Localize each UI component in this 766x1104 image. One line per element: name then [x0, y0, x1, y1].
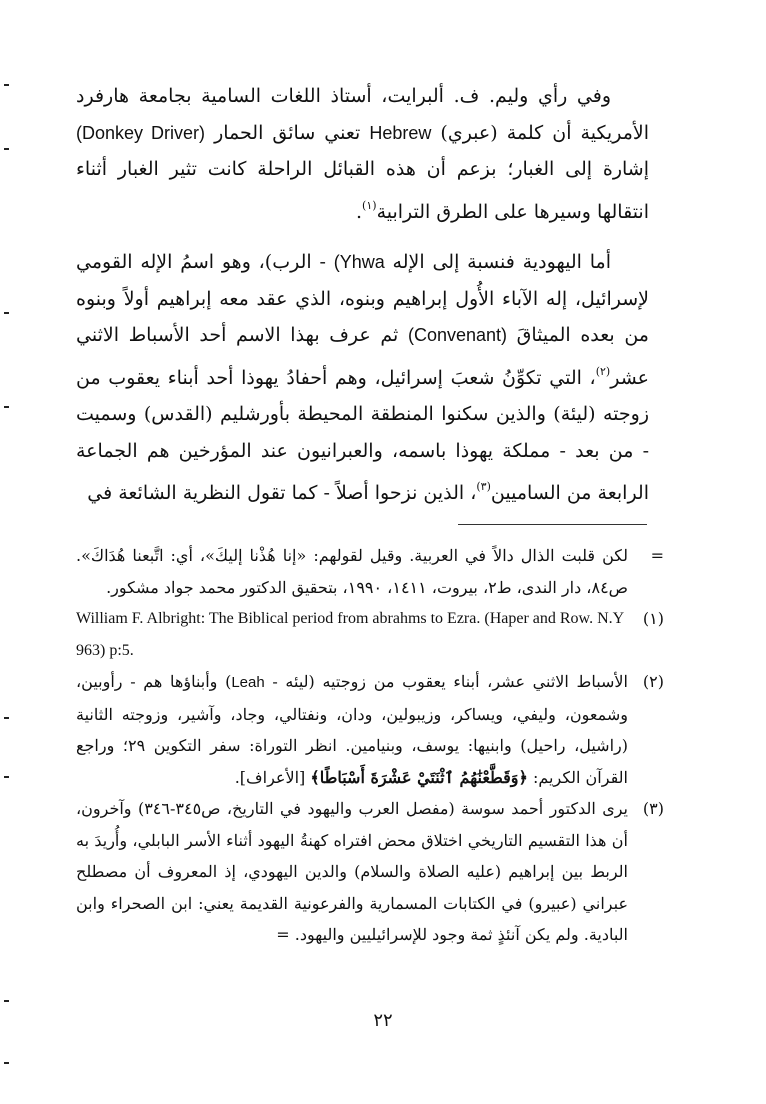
text-run: الأسباط الاثني عشر، أبناء يعقوب من زوجتيه (ليئه - — [264, 672, 628, 691]
footnote-2 — [76, 666, 664, 793]
text-run: وفي رأي وليم. ف. ألبرايت، أستاذ اللغات السامية بجامعة هارفرد الأمريكية أن كلمة (عبري) — [76, 85, 649, 144]
footnote-text — [76, 666, 628, 793]
margin-mark — [4, 717, 9, 719]
footnote-text: William F. Albright: The Biblical period from abrahms to Ezra. (Haper and Row. N.Y 963) p:5. — [76, 610, 624, 659]
footnotes — [76, 540, 664, 951]
text-run: تعني سائق الحمار — [205, 121, 370, 144]
footnote-3 — [76, 793, 664, 951]
footnote-continuation — [76, 540, 664, 603]
text-run: [الأعراف]. — [234, 767, 311, 787]
text-run: . — [356, 200, 363, 223]
latin-term-yhwa: (Yhwa — [333, 252, 385, 272]
main-text — [76, 78, 649, 512]
text-run: أما اليهودية فنسبة إلى الإله — [384, 251, 612, 273]
footnote-text: لكن قلبت الذال دالاً في العربية. وقيل لقولهم: «إنا هُذْنا إليكَ»، أي: اتَّبعنا هُدَاكَ». ص٨٤، دار الندى، ط٢، بيروت، ١٤١١، ١٩٩٠، بتحقيق الدكتور محمد جواد مشكور. — [76, 546, 628, 597]
text-run: ، الذين نزحوا أصلاً - كما تقول النظرية الشائعة في — [87, 482, 477, 504]
margin-mark — [4, 776, 9, 778]
margin-mark — [4, 84, 9, 86]
latin-term-leah: Leah — [231, 674, 265, 691]
latin-term-donkey-driver: (Donkey Driver) — [76, 122, 206, 143]
margin-mark — [4, 1000, 9, 1002]
footnote-ref-1[interactable]: (١) — [362, 198, 377, 212]
text-run: ثم عرف بهذا الاسم أحد الأسباط الاثني عشر — [76, 324, 649, 389]
footnote-number: (١) — [642, 609, 664, 628]
continuation-marker: = — [650, 546, 664, 565]
page-number: ٢٢ — [373, 1010, 393, 1031]
paragraph-2 — [76, 244, 649, 512]
text-run: ) وأبناؤها هم - رأوبين، وشمعون، وليفي، ويساكر، وزيبولين، ودان، ونفتالي، وجاد، وآشير، وزوجته الثانية (راشيل، راحيل) وابنيها: يوسف، وبنيامين. انظر التوراة: سفر التكوين ٢٩؛ وراجع القرآن الكريم: — [76, 672, 628, 787]
footnote-text: يرى الدكتور أحمد سوسة (مفصل العرب واليهود في التاريخ، ص٣٤٥-٣٤٦) وآخرون، أن هذا التقسيم التاريخي اختلاق محض افتراه كهنةُ اليهود أثناء الأسر البابلي، وأُريدَ به الربط بين إبراهيم (عليه الصلاة والسلام) والدين اليهودي، إذ المعروف أن مصطلح عبراني (عبيرو) في الكتابات المسمارية والفرعونية القديمة يعني: ابن الصحراء وابن البادية. ولم يكن آنئذٍ ثمة وجود للإسرائيليين واليهود. = — [76, 799, 629, 944]
margin-mark — [4, 312, 9, 314]
text-run: ، التي تكوِّنُ شعبَ إسرائيل، وهم أحفادُ يهوذا أحد أبناء يعقوب من زوجته (ليئة) والذين سكنوا المنطقة المحيطة بأورشليم (القدس) وسميت - من بعد - مملكة يهوذا باسمه، والعبرانيون عند المؤرخين هم الجماعة الرابعة من الساميين — [76, 366, 649, 504]
footnote-separator — [458, 524, 647, 525]
text-run: إشارة إلى الغبار؛ بزعم أن هذه القبائل الراحلة كانت تثير الغبار أثناء انتقالها وسيرها على الطرق الترابية — [76, 158, 649, 223]
footnote-ref-3[interactable]: (٣) — [476, 480, 491, 493]
footnote-number: (٣) — [642, 799, 664, 818]
latin-term-hebrew: Hebrew — [369, 122, 432, 143]
paragraph-1 — [76, 78, 649, 230]
quran-verse: ﴿وَقَطَّعْنَٰهُمُ ٱثْنَتَيْ عَشْرَةَ أَسْبَاطًا﴾ — [310, 767, 528, 787]
text-run: - الرب)، وهو اسمُ الإله القومي لإسرائيل، إله الآباء الأُول إبراهيم وبنوه، الذي عقد معه إبراهيم أولاً وبنوه من بعده الميثاقَ — [76, 251, 649, 346]
margin-mark — [4, 148, 9, 150]
margin-mark — [4, 406, 9, 408]
margin-mark — [4, 1062, 9, 1064]
latin-term-covenant: (Convenant) — [407, 325, 508, 345]
footnote-1 — [76, 603, 664, 666]
footnote-number: (٢) — [642, 672, 664, 691]
footnote-ref-2[interactable]: (٢) — [595, 364, 611, 378]
